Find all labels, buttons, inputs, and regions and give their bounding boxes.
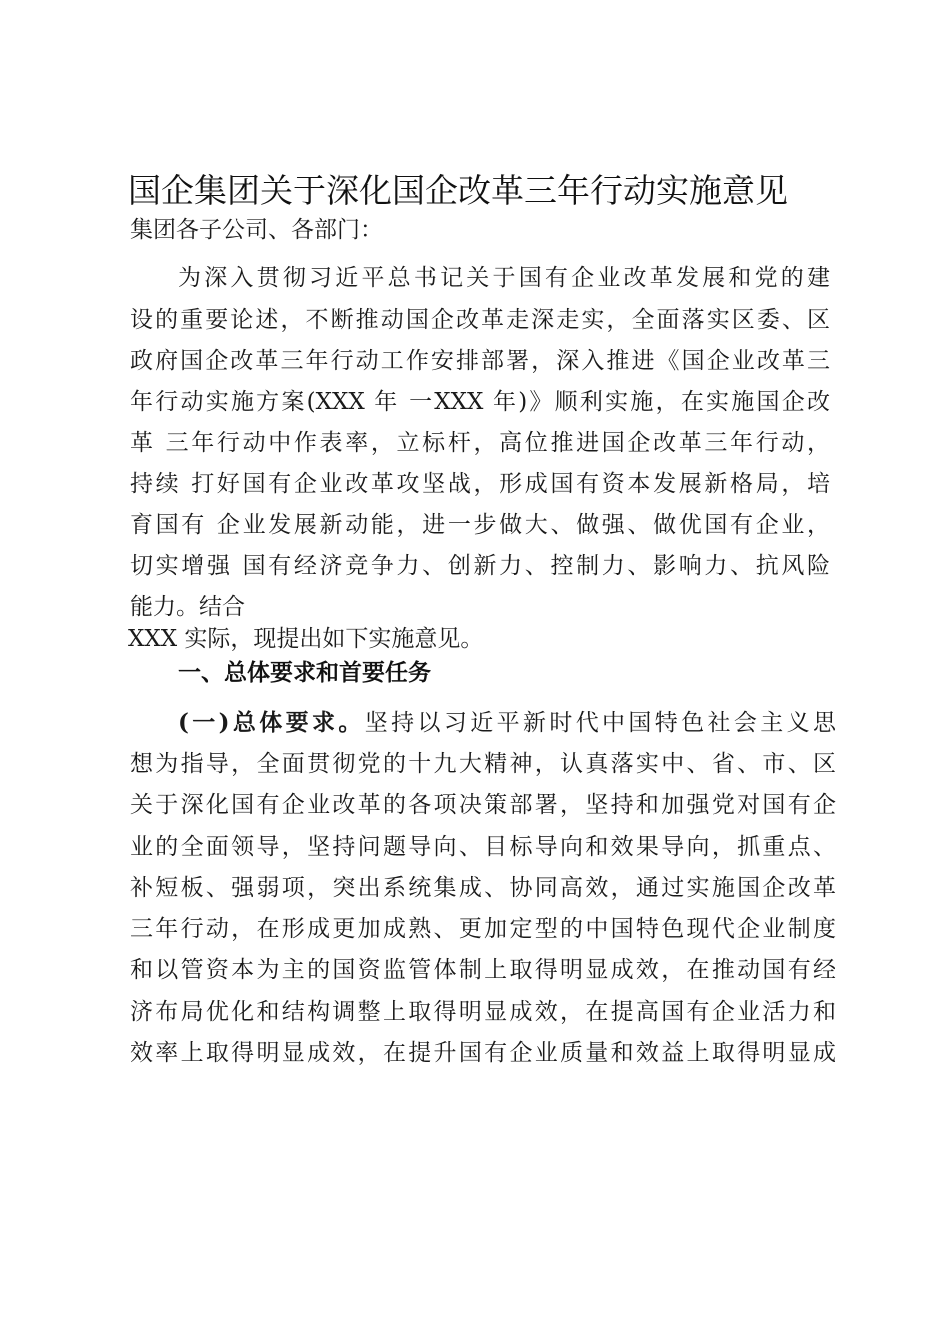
subsection-1-line-2: 想为指导，全面贯彻党的十九大精神，认真落实中、省、市、区 [130, 751, 836, 777]
intro-line-9: 能力。结合 [130, 594, 245, 620]
document-title: 国企集团关于深化国企改革三年行动实施意见 [128, 171, 788, 210]
salutation: 集团各子公司、各部门： [130, 217, 383, 243]
subsection-1-first-line-text: 坚持以习近平新时代中国特色社会主义思 [364, 710, 837, 736]
subsection-1-line-4: 业的全面领导，坚持问题导向、目标导向和效果导向，抓重点、 [130, 834, 836, 860]
section-heading-1: 一、总体要求和首要任务 [178, 660, 431, 686]
intro-line-1: 为深入贯彻习近平总书记关于国有企业改革发展和党的建 [178, 265, 830, 291]
intro-line-4: 年行动实施方案(XXX 年 一XXX 年)》顺利实施，在实施国企改 [130, 389, 830, 415]
intro-line-6: 持续 打好国有企业改革攻坚战，形成国有资本发展新格局，培 [130, 471, 830, 497]
subsection-1-first-line [178, 708, 836, 738]
subsection-1-line-5: 补短板、强弱项，突出系统集成、协同高效，通过实施国企改革 [130, 875, 836, 901]
intro-line-7: 育国有 企业发展新动能，进一步做大、做强、做优国有企业， [130, 512, 830, 538]
subsection-1-line-3: 关于深化国有企业改革的各项决策部署，坚持和加强党对国有企 [130, 792, 836, 818]
subsection-1-line-9: 效率上取得明显成效，在提升国有企业质量和效益上取得明显成 [130, 1040, 836, 1066]
intro-line-3: 政府国企改革三年行动工作安排部署，深入推进《国企业改革三 [130, 348, 830, 374]
intro-line-8: 切实增强 国有经济竞争力、创新力、控制力、影响力、抗风险 [130, 553, 830, 579]
intro-line-10: XXX 实际，现提出如下实施意见。 [128, 626, 484, 652]
subsection-1-label: (一)总体要求。 [178, 709, 365, 736]
intro-line-5: 革 三年行动中作表率，立标杆，高位推进国企改革三年行动， [130, 430, 830, 456]
intro-line-2: 设的重要论述，不断推动国企改革走深走实，全面落实区委、区 [130, 307, 830, 333]
subsection-1-line-6: 三年行动，在形成更加成熟、更加定型的中国特色现代企业制度 [130, 916, 836, 942]
subsection-1-line-7: 和以管资本为主的国资监管体制上取得明显成效，在推动国有经 [130, 957, 836, 983]
subsection-1-line-8: 济布局优化和结构调整上取得明显成效，在提高国有企业活力和 [130, 999, 836, 1025]
